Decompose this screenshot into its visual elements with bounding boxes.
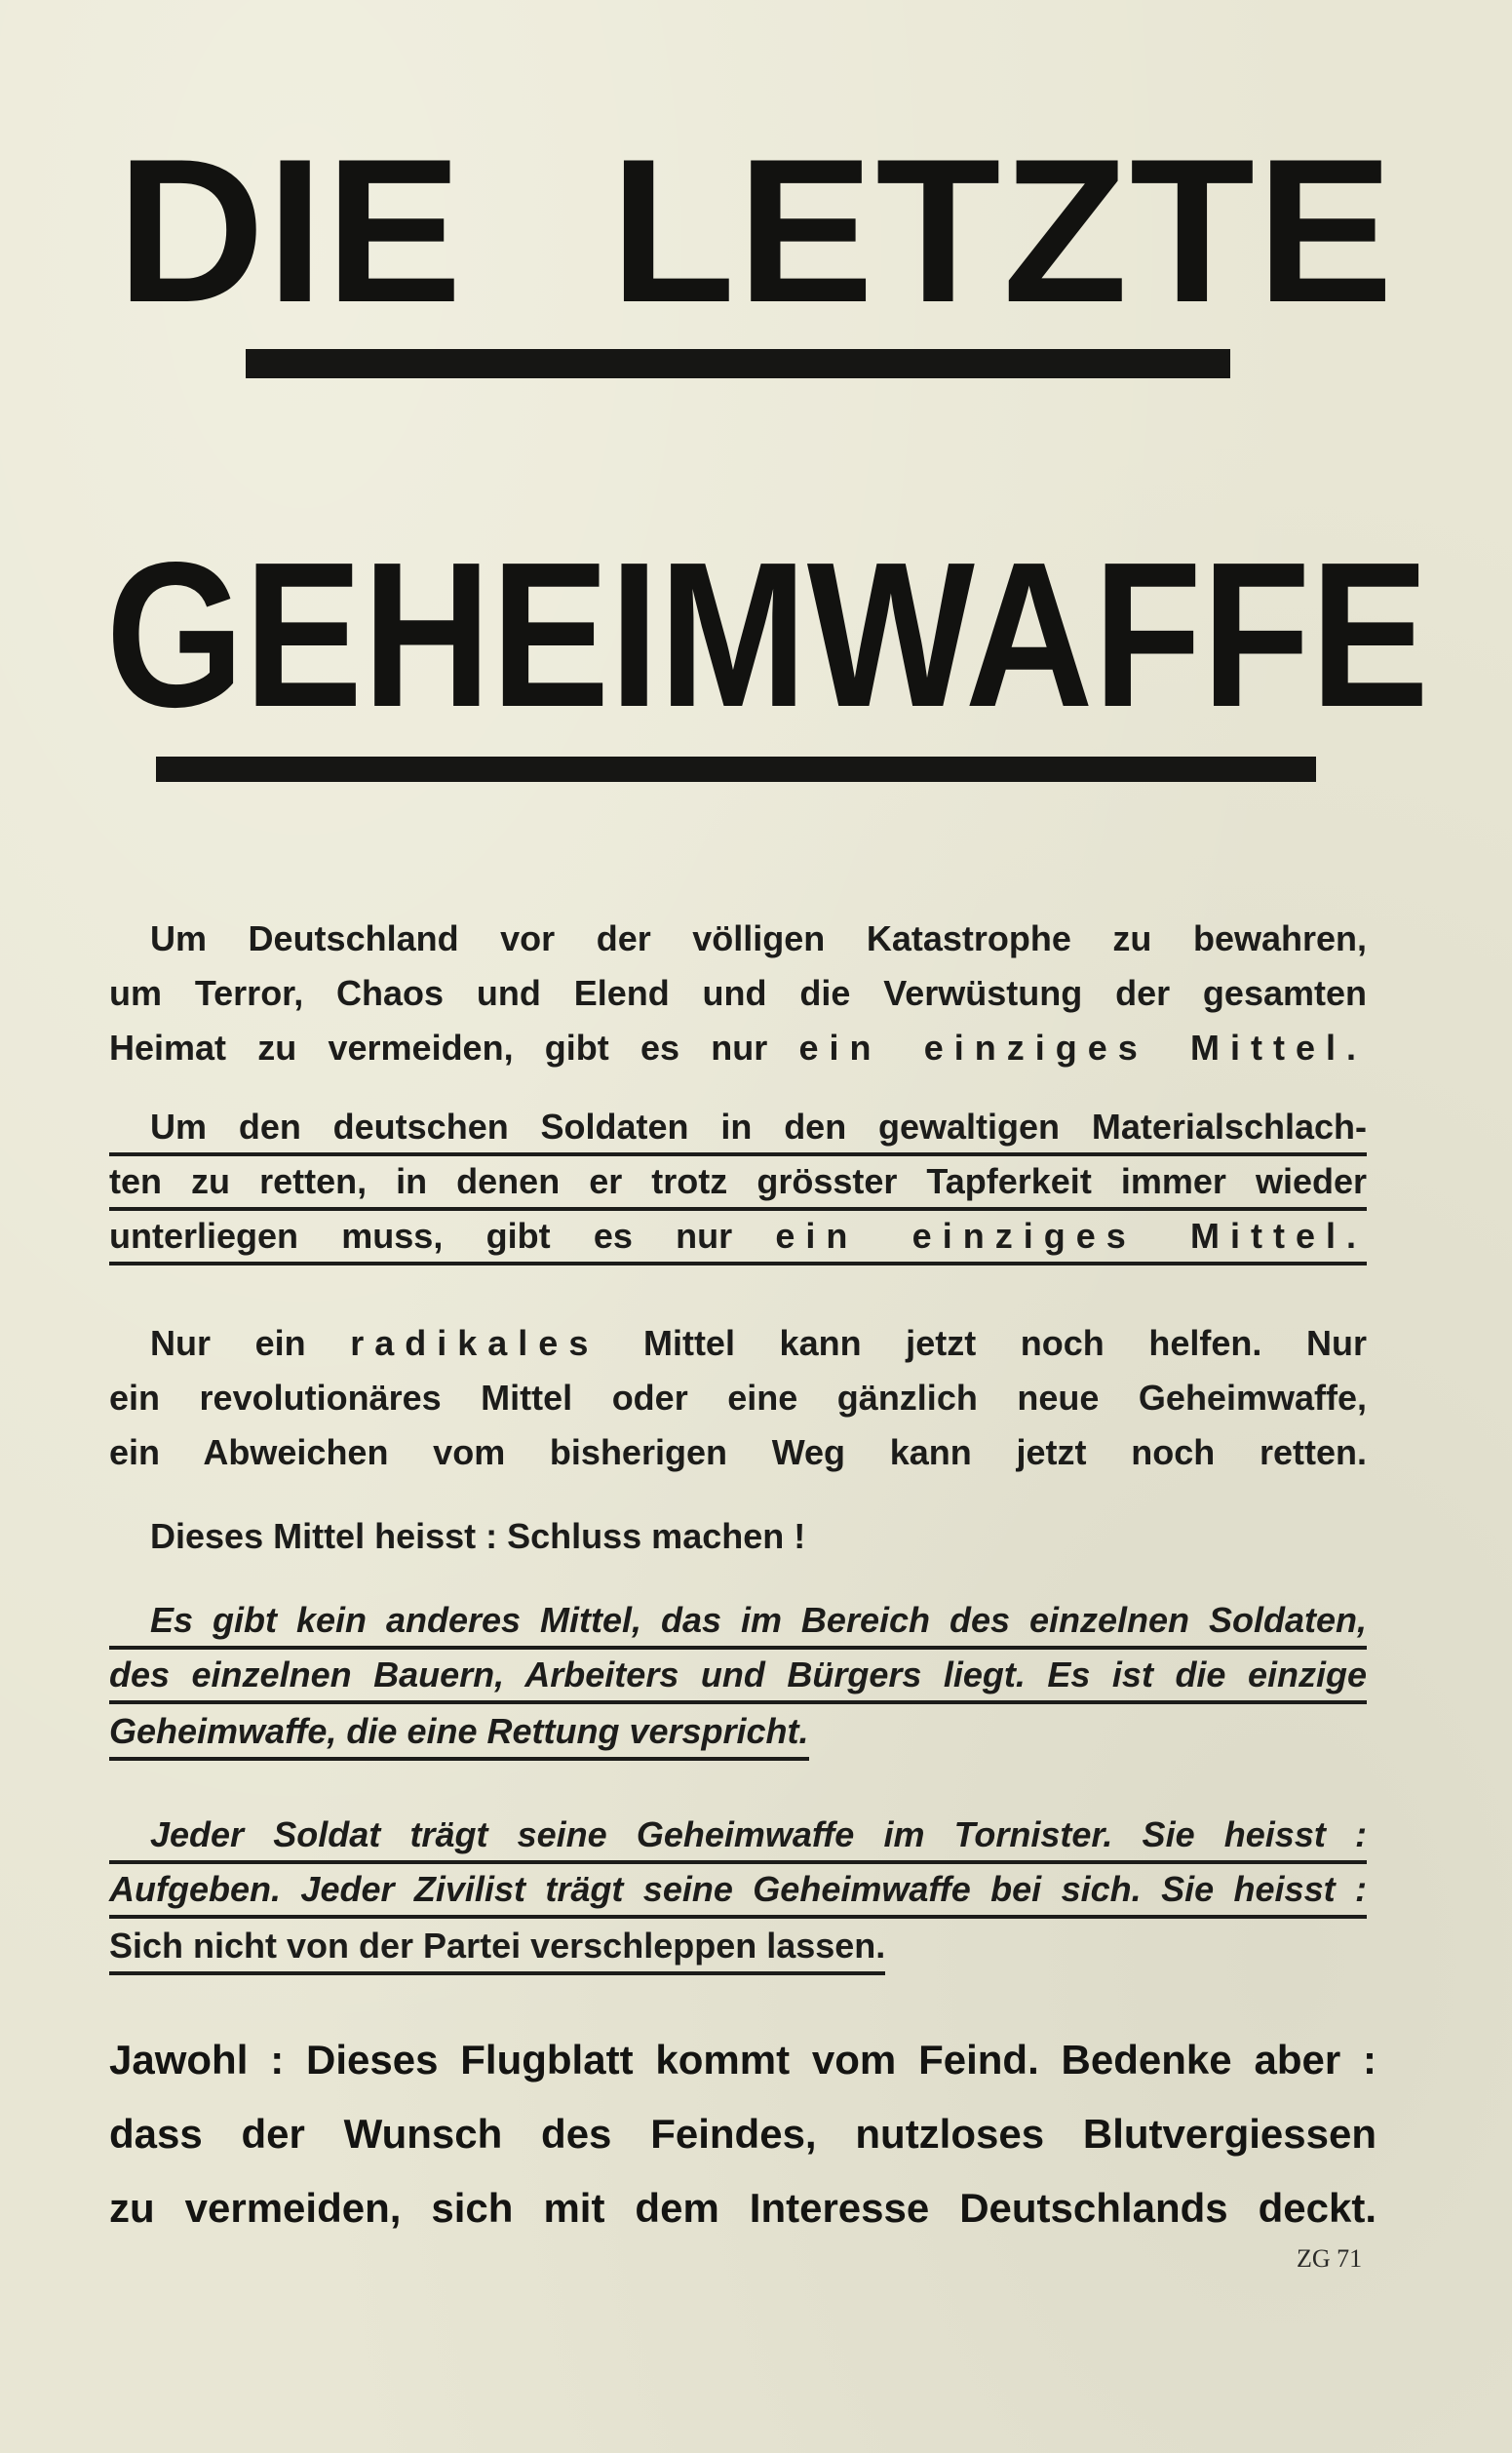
paragraph-5-line-1: Es gibt kein anderes Mittel, das im Bereich des einzelnen Soldaten, (109, 1595, 1367, 1650)
emphasis-spaced-text: radikales (350, 1323, 600, 1363)
closing-line-3: zu vermeiden, sich mit dem Interesse Deutschlands deckt. (109, 2185, 1376, 2231)
paragraph-1-line-3-text: Heimat zu vermeiden, gibt es nur (109, 1028, 768, 1068)
paragraph-2-line-3-text: unterliegen muss, gibt es nur (109, 1216, 733, 1256)
emphasis-spaced-text: ein einziges Mittel. (798, 1028, 1367, 1068)
paragraph-2 (109, 1102, 1367, 1265)
paragraph-5-line-3: Geheimwaffe, die eine Rettung verspricht. (109, 1706, 809, 1761)
paragraph-4 (109, 1509, 1367, 1564)
paragraph-6-line-1: Jeder Soldat trägt seine Geheimwaffe im Tornister. Sie heisst : (109, 1810, 1367, 1864)
closing-line-1: Jawohl : Dieses Flugblatt kommt vom Feind. Bedenke aber : (109, 2037, 1376, 2083)
paragraph-5-line-2: des einzelnen Bauern, Arbeiters und Bürgers liegt. Es ist die einzige (109, 1650, 1367, 1704)
paragraph-2-line-1: Um den deutschen Soldaten in den gewaltigen Materialschlach- (109, 1102, 1367, 1156)
headline-word-die: DIE (116, 116, 464, 345)
closing-line-2: dass der Wunsch des Feindes, nutzloses Blutvergiessen (109, 2111, 1376, 2157)
headline-word-letzte: LETZTE (609, 116, 1396, 345)
paragraph-1-line-1: Um Deutschland vor der völligen Katastrophe zu bewahren, (150, 918, 1367, 958)
closing-statement (109, 2023, 1376, 2245)
paragraph-3-line-1-start: Nur ein (150, 1323, 306, 1363)
paragraph-3-line-2: ein revolutionäres Mittel oder eine gänzlich neue Geheimwaffe, (109, 1378, 1367, 1418)
emphasis-spaced-text: ein einziges Mittel. (775, 1216, 1367, 1256)
headline-rule-1 (246, 349, 1230, 378)
paragraph-3 (109, 1316, 1367, 1480)
paragraph-6-line-3: Sich nicht von der Partei verschleppen lassen. (109, 1921, 885, 1975)
headline-rule-2 (156, 757, 1316, 782)
paragraph-4-line: Dieses Mittel heisst : Schluss machen ! (150, 1516, 806, 1556)
paragraph-6-line-2: Aufgeben. Jeder Zivilist trägt seine Geheimwaffe bei sich. Sie heisst : (109, 1864, 1367, 1919)
headline-line-2: GEHEIMWAFFE (105, 519, 1429, 750)
paragraph-3-line-3: ein Abweichen vom bisherigen Weg kann jetzt noch retten. (109, 1432, 1367, 1472)
paragraph-3-line-1 (109, 1316, 1367, 1371)
paragraph-3-line-1-end: Mittel kann jetzt noch helfen. Nur (642, 1323, 1367, 1363)
paragraph-1-line-3 (109, 1021, 1367, 1075)
leaflet-code: ZG 71 (1297, 2244, 1363, 2273)
paragraph-6 (109, 1810, 1367, 1975)
headline-line-1 (0, 116, 1512, 345)
paragraph-5 (109, 1595, 1367, 1761)
paragraph-2-line-2: ten zu retten, in denen er trotz grösster Tapferkeit immer wieder (109, 1156, 1367, 1211)
paragraph-1 (109, 912, 1367, 1075)
paragraph-1-line-2: um Terror, Chaos und Elend und die Verwüstung der gesamten (109, 973, 1367, 1013)
paragraph-2-line-3 (109, 1211, 1367, 1265)
